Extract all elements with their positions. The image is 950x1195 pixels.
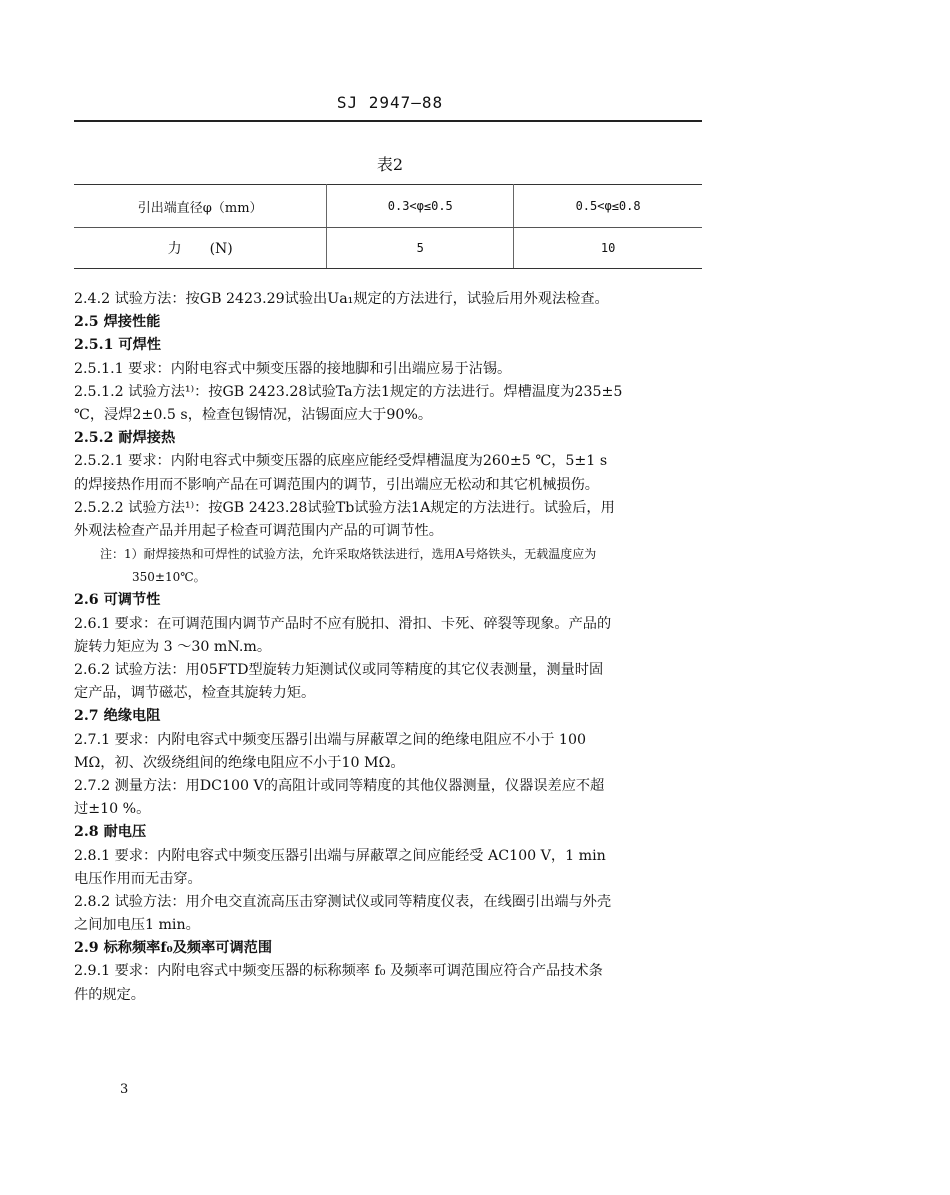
- text-line: 2.9.1 要求：内附电容式中频变压器的标称频率 f₀ 及频率可调范围应符合产品技术条: [74, 963, 603, 980]
- text-line: 外观法检查产品并用起子检查可调范围内产品的可调节性。: [74, 522, 443, 539]
- lead-force-table: [74, 184, 702, 269]
- section-heading: 2.8 耐电压: [74, 824, 147, 841]
- section-heading: 2.5 焊接性能: [74, 314, 161, 331]
- text-line: 2.5.1.1 要求：内附电容式中频变压器的接地脚和引出端应易于沾锡。: [74, 360, 512, 377]
- text-line: 旋转力矩应为 3 ～30 mN.m。: [74, 638, 272, 655]
- text-line: 电压作用而无击穿。: [74, 870, 202, 887]
- footnote-line: 注：1）耐焊接热和可焊性的试验方法，允许采取烙铁法进行，选用A号烙铁头，无载温度应为: [100, 547, 597, 562]
- text-line: 2.5.1.2 试验方法¹⁾：按GB 2423.28试验Ta方法1规定的方法进行。焊槽温度为235±5: [74, 383, 623, 400]
- text-line: 定产品，调节磁芯，检查其旋转力矩。: [74, 685, 316, 702]
- table-cell: 0.3<φ≤0.5: [327, 185, 514, 228]
- text-line: 2.8.2 试验方法：用介电交直流高压击穿测试仪或同等精度仪表，在线圈引出端与外壳: [74, 893, 612, 910]
- body-text: [74, 288, 706, 1007]
- text-line: MΩ，初、次级绕组间的绝缘电阻应不小于10 MΩ。: [74, 754, 405, 771]
- text-line: 过±10 %。: [74, 801, 151, 818]
- text-line: 之间加电压1 min。: [74, 917, 200, 934]
- text-line: 2.5.2.1 要求：内附电容式中频变压器的底座应能经受焊槽温度为260±5 ℃，5±1 s: [74, 453, 608, 470]
- text-line: 2.7.1 要求：内附电容式中频变压器引出端与屏蔽罩之间的绝缘电阻应不小于 100: [74, 731, 587, 748]
- table-cell: 0.5<φ≤0.8: [514, 185, 702, 228]
- text-line: 2.7.2 测量方法：用DC100 V的高阻计或同等精度的其他仪器测量，仪器误差应不超: [74, 777, 605, 794]
- section-heading: 2.7 绝缘电阻: [74, 708, 161, 725]
- table-cell: 10: [514, 228, 702, 269]
- section-heading: 2.5.1 可焊性: [74, 337, 161, 354]
- text-line: 2.5.2.2 试验方法¹⁾：按GB 2423.28试验Tb试验方法1A规定的方法进行。试验后，用: [74, 499, 615, 516]
- text-line: ℃，浸焊2±0.5 s，检查包锡情况，沾锡面应大于90%。: [74, 406, 433, 423]
- table-cell: 5: [327, 228, 514, 269]
- text-line: 2.6.1 要求：在可调范围内调节产品时不应有脱扣、滑扣、卡死、碎裂等现象。产品的: [74, 615, 612, 632]
- table-cell: 力 (N): [74, 228, 327, 269]
- text-line: 2.4.2 试验方法：按GB 2423.29试验出Ua₁规定的方法进行，试验后用外观法检查。: [74, 291, 609, 307]
- section-heading: 2.9 标称频率f₀及频率可调范围: [74, 940, 273, 957]
- section-heading: 2.6 可调节性: [74, 592, 161, 609]
- text-line: 2.8.1 要求：内附电容式中频变压器引出端与屏蔽罩之间应能经受 AC100 V，1 min: [74, 847, 606, 864]
- footnote-line: 350±10℃。: [132, 570, 206, 585]
- text-line: 件的规定。: [74, 986, 145, 1003]
- page-number: 3: [120, 1082, 129, 1097]
- table-cell: 引出端直径φ（mm）: [74, 185, 327, 228]
- text-line: 2.6.2 试验方法：用05FTD型旋转力矩测试仪或同等精度的其它仪表测量，测量时固: [74, 662, 604, 678]
- text-line: 的焊接热作用而不影响产品在可调范围内的调节，引出端应无松动和其它机械损伤。: [74, 476, 599, 493]
- section-heading: 2.5.2 耐焊接热: [74, 430, 176, 447]
- table-caption: 表2: [376, 155, 404, 174]
- table-row: [74, 228, 702, 269]
- header-rule: [74, 120, 702, 122]
- document-code: SJ 2947—88: [336, 93, 444, 112]
- table-row: [74, 185, 702, 228]
